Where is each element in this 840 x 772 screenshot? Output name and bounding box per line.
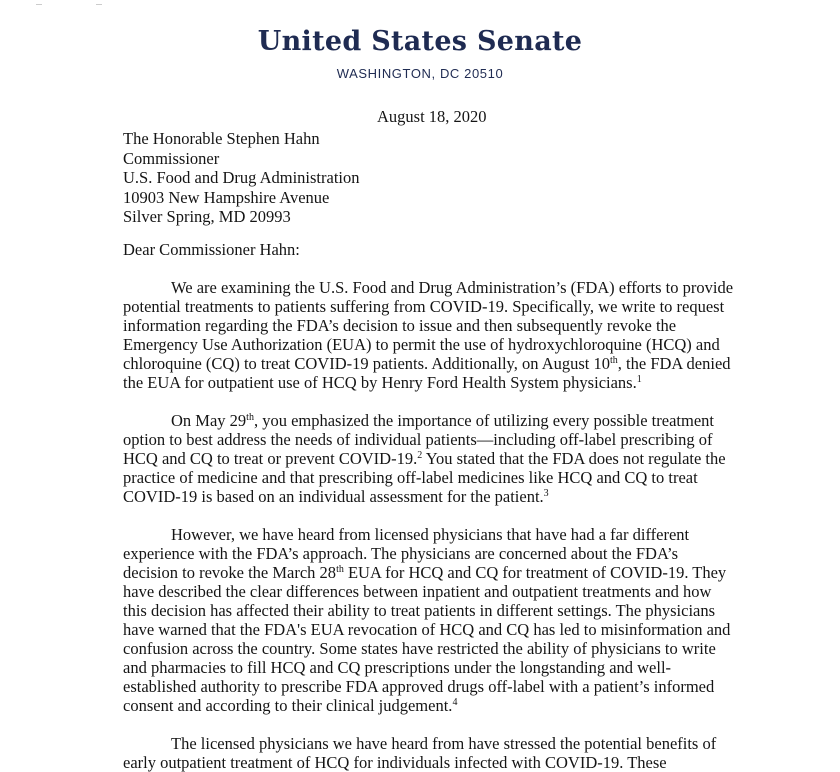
letterhead-subtitle: WASHINGTON, DC 20510 [336, 66, 504, 81]
text-line [123, 354, 743, 373]
text-segment: consent and according to their clinical judgement. [123, 696, 453, 715]
recipient-line: 10903 New Hampshire Avenue [123, 187, 330, 207]
text-line: this decision has affected their ability to treat patients in different settings. The physicians [123, 601, 716, 620]
superscript: th [246, 412, 254, 423]
text-line: confusion across the country. Some states have restricted the ability of physicians to write [123, 639, 716, 658]
text-line: established authority to prescribe FDA approved drugs off-label with a patient’s informed [123, 677, 715, 696]
superscript: th [336, 564, 344, 575]
text-line [123, 373, 743, 392]
text-line: and pharmacies to fill HCQ and CQ prescriptions under the longstanding and well- [123, 658, 672, 677]
letter-date: August 18, 2020 [377, 107, 487, 126]
text-segment: On May 29 [171, 411, 247, 430]
text-line: However, we have heard from licensed physicians that have had a far different [171, 525, 690, 544]
text-segment: You stated that the FDA does not regulate the [422, 449, 726, 468]
recipient-address [123, 129, 360, 227]
recipient-line: Silver Spring, MD 20993 [123, 207, 291, 226]
text-line: We are examining the U.S. Food and Drug Administration’s (FDA) efforts to provide [171, 278, 734, 297]
text-line: have described the clear differences between inpatient and outpatient treatments and how [123, 582, 712, 601]
salutation: Dear Commissioner Hahn: [123, 240, 300, 259]
text-segment: the EUA for outpatient use of HCQ by Henry Ford Health System physicians. [123, 373, 637, 392]
paragraph-2 [123, 411, 743, 506]
footnote-ref: 1 [636, 374, 642, 385]
text-line: potential treatments to patients suffering from COVID-19. Specifically, we write to request [123, 297, 725, 316]
text-segment: HCQ and CQ to treat or prevent COVID-19. [123, 449, 418, 468]
text-segment: EUA for HCQ and CQ for treatment of COVID-19. They [343, 563, 727, 582]
text-segment: , you emphasized the importance of utilizing every possible treatment [253, 411, 714, 430]
text-line: practice of medicine and that prescribing off-label medicines like HCQ and CQ to treat [123, 468, 698, 487]
text-segment: COVID-19 is based on an individual assessment for the patient. [123, 487, 544, 506]
text-line: The licensed physicians we have heard from have stressed the potential benefits of [171, 734, 717, 753]
paragraph-1 [123, 278, 743, 392]
superscript: th [610, 355, 618, 366]
text-segment: chloroquine (CQ) to treat COVID-19 patients. Additionally, on August 10 [123, 354, 610, 373]
text-line [123, 449, 743, 468]
footnote-ref: 2 [417, 450, 423, 461]
text-line [123, 411, 743, 430]
scan-speck [96, 4, 102, 5]
recipient-line: The Honorable Stephen Hahn [123, 129, 320, 148]
text-line: Emergency Use Authorization (EUA) to permit the use of hydroxychloroquine (HCQ) and [123, 335, 720, 354]
text-line [123, 696, 743, 715]
recipient-line: U.S. Food and Drug Administration [123, 168, 360, 187]
text-line: information regarding the FDA’s decision to issue and then subsequently revoke the [123, 316, 677, 335]
text-line [123, 487, 743, 506]
text-line: early outpatient treatment of HCQ for individuals infected with COVID-19. These [123, 753, 667, 772]
text-segment: , the FDA denied [617, 354, 731, 373]
text-line: experience with the FDA’s approach. The physicians are concerned about the FDA’s [123, 544, 679, 563]
letterhead-title: United States Senate [257, 26, 583, 57]
footnote-ref: 3 [543, 488, 549, 499]
text-line: option to best address the needs of individual patients—including off-label prescribing of [123, 430, 713, 449]
paragraph-4 [123, 734, 743, 772]
text-line [123, 563, 743, 582]
recipient-line: Commissioner [123, 148, 220, 168]
text-line: have warned that the FDA's EUA revocation of HCQ and CQ has led to misinformation and [123, 620, 731, 639]
scan-speck [36, 4, 42, 5]
text-segment: decision to revoke the March 28 [123, 563, 337, 582]
paragraph-3 [123, 525, 743, 715]
footnote-ref: 4 [452, 697, 458, 708]
